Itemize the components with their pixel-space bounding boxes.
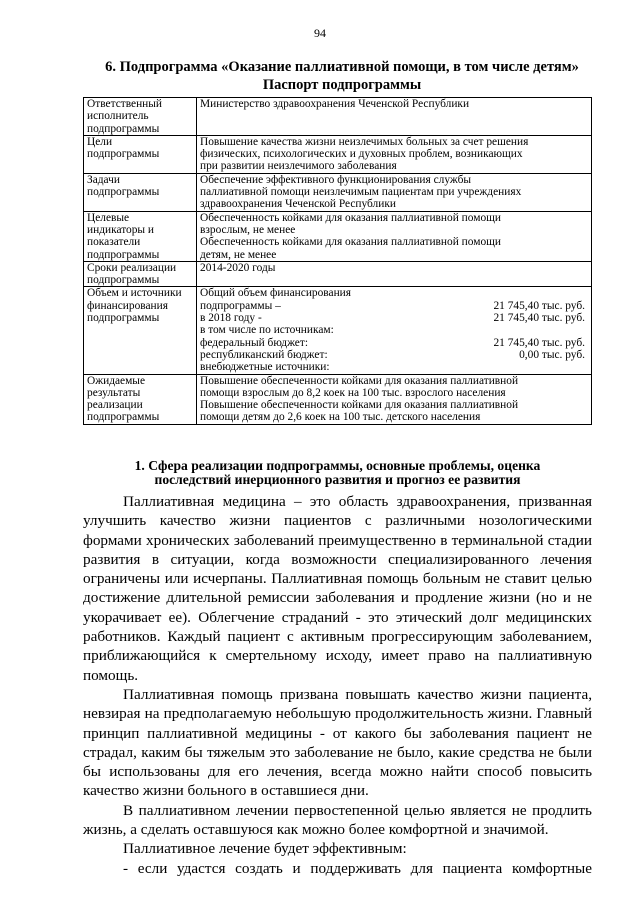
financing-amount: 21 745,40 тыс. руб. — [493, 299, 585, 312]
financing-row — [200, 324, 589, 336]
financing-label: федеральный бюджет: — [200, 336, 308, 349]
row-key — [84, 135, 197, 173]
section-heading-line: 1. Сфера реализации подпрограммы, основные проблемы, оценка — [134, 458, 541, 473]
paragraph: Паллиативное лечение будет эффективным: — [123, 840, 407, 858]
financing-amount — [585, 287, 589, 299]
row-key — [84, 98, 197, 136]
value-line: паллиативной помощи неизлечимым пациентам при учреждениях — [200, 186, 522, 199]
key-line: подпрограммы — [87, 248, 160, 261]
key-line: Объем и источники — [87, 287, 182, 300]
table-row — [84, 173, 592, 211]
financing-label: Общий объем финансирования — [200, 287, 352, 300]
financing-row — [200, 337, 589, 349]
value-line: физических, психологических и духовных проблем, возникающих — [200, 148, 523, 161]
financing-label: в 2018 году - — [200, 312, 262, 325]
key-line: Целевые — [87, 211, 130, 224]
row-value — [197, 173, 592, 211]
row-key — [84, 261, 197, 287]
passport-title: Паспорт подпрограммы — [262, 77, 422, 93]
financing-amount: 0,00 тыс. руб. — [519, 348, 585, 361]
row-key — [84, 374, 197, 424]
key-line: подпрограммы — [87, 274, 160, 287]
value-line: взрослым, не менее — [200, 223, 296, 236]
table-row — [84, 287, 592, 374]
value-line: 2014-2020 годы — [200, 261, 276, 274]
financing-label: подпрограммы – — [200, 299, 281, 312]
row-key — [84, 173, 197, 211]
key-line: результаты — [87, 386, 141, 399]
value-line: здравоохранения Чеченской Республики — [200, 198, 396, 211]
key-line: показатели — [87, 236, 141, 249]
financing-row — [200, 361, 589, 373]
row-value — [197, 135, 592, 173]
value-line: Обеспечение эффективного функционирования службы — [200, 173, 472, 186]
subprogram-title: 6. Подпрограмма «Оказание паллиативной помощи, в том числе детям» — [105, 59, 579, 75]
body-text — [83, 492, 592, 878]
value-line: Обеспеченность койками для оказания паллиативной помощи — [200, 211, 501, 224]
financing-label: республиканский бюджет: — [200, 348, 328, 361]
row-value — [197, 374, 592, 424]
key-line: финансирования — [87, 299, 168, 312]
key-line: подпрограммы — [87, 411, 160, 424]
table-row — [84, 261, 592, 287]
table-row — [84, 374, 592, 424]
financing-cell — [197, 287, 592, 374]
row-value — [197, 98, 592, 136]
section-heading-line: последствий инерционного развития и прогноз ее развития — [154, 472, 521, 487]
row-value — [197, 211, 592, 261]
financing-amount — [585, 361, 589, 373]
value-line: Повышение качества жизни неизлечимых больных за счет решения — [200, 135, 529, 148]
paragraph: Паллиативная медицина – это область здравоохранения, призванная улучшить качество жизни пациентов с различными нозологическими формами хронических заболеваний преимущественно в терминальной стадии развития в ситуации, когда возможности специализированного лечения ограничены или исчерпаны. Паллиативная помощь больным не ставит целью достижение длительной ремиссии заболевания и продление жизни (но и не укорачивает ее). Облегчение страданий - это этический долг медицинских работников. Каждый пациент с активным прогрессирующим заболеванием, приближающийся к смертельному исходу, имеет право на паллиативную помощь. — [83, 493, 592, 684]
key-line: реализации — [87, 399, 143, 412]
financing-label: в том числе по источникам: — [200, 324, 334, 337]
key-line: подпрограммы — [87, 122, 160, 135]
row-value — [197, 261, 592, 287]
key-line: Задачи — [87, 173, 120, 186]
key-line: Ответственный — [87, 98, 163, 110]
key-line: Ожидаемые — [87, 374, 146, 387]
paragraph: - если удастся создать и поддерживать для пациента комфортные — [123, 859, 592, 877]
key-line: Сроки реализации — [87, 261, 177, 274]
financing-amount: 21 745,40 тыс. руб. — [493, 336, 585, 349]
value-line: Повышение обеспеченности койками для оказания паллиативной — [200, 399, 519, 412]
row-key — [84, 287, 197, 374]
paragraph: В паллиативном лечении первостепенной целью является не продлить жизнь, а сделать оставшуюся как можно более комфортной и значимой. — [83, 801, 592, 839]
key-line: подпрограммы — [87, 148, 160, 161]
row-key — [84, 211, 197, 261]
value-line: при развитии неизлечимого заболевания — [200, 160, 397, 173]
financing-row — [200, 300, 589, 312]
value-line: детям, не менее — [200, 248, 277, 261]
value-line: помощи взрослым до 8,2 коек на 100 тыс. взрослого населения — [200, 386, 506, 399]
page-number: 94 — [314, 26, 326, 40]
financing-row — [200, 349, 589, 361]
table-row — [84, 135, 592, 173]
financing-row — [200, 312, 589, 324]
passport-table — [83, 97, 592, 425]
value-line: Обеспеченность койками для оказания паллиативной помощи — [200, 236, 501, 249]
value-line: Министерство здравоохранения Чеченской Республики — [200, 98, 470, 110]
paragraph: Паллиативная помощь призвана повышать качество жизни пациента, невзирая на предполагаемую небольшую продолжительность жизни. Главный принцип паллиативной медицины - от какого бы заболевания пациент не страдал, каким бы тяжелым это заболевание не было, какие средства не были бы использованы для его лечения, всегда можно найти способ повысить качество жизни больного в оставшиеся дни. — [83, 685, 592, 800]
financing-row — [200, 287, 589, 299]
value-line: Повышение обеспеченности койками для оказания паллиативной — [200, 374, 519, 387]
key-line: Цели — [87, 135, 113, 148]
financing-amount: 21 745,40 тыс. руб. — [493, 312, 585, 325]
financing-amount — [585, 324, 589, 336]
table-row — [84, 98, 592, 136]
table-row — [84, 211, 592, 261]
key-line: подпрограммы — [87, 312, 160, 325]
key-line: подпрограммы — [87, 186, 160, 199]
key-line: индикаторы и — [87, 223, 155, 236]
section-heading — [83, 459, 592, 487]
value-line: помощи детям до 2,6 коек на 100 тыс. детского населения — [200, 411, 481, 424]
financing-label: внебюджетные источники: — [200, 361, 330, 374]
key-line: исполнитель — [87, 110, 149, 123]
